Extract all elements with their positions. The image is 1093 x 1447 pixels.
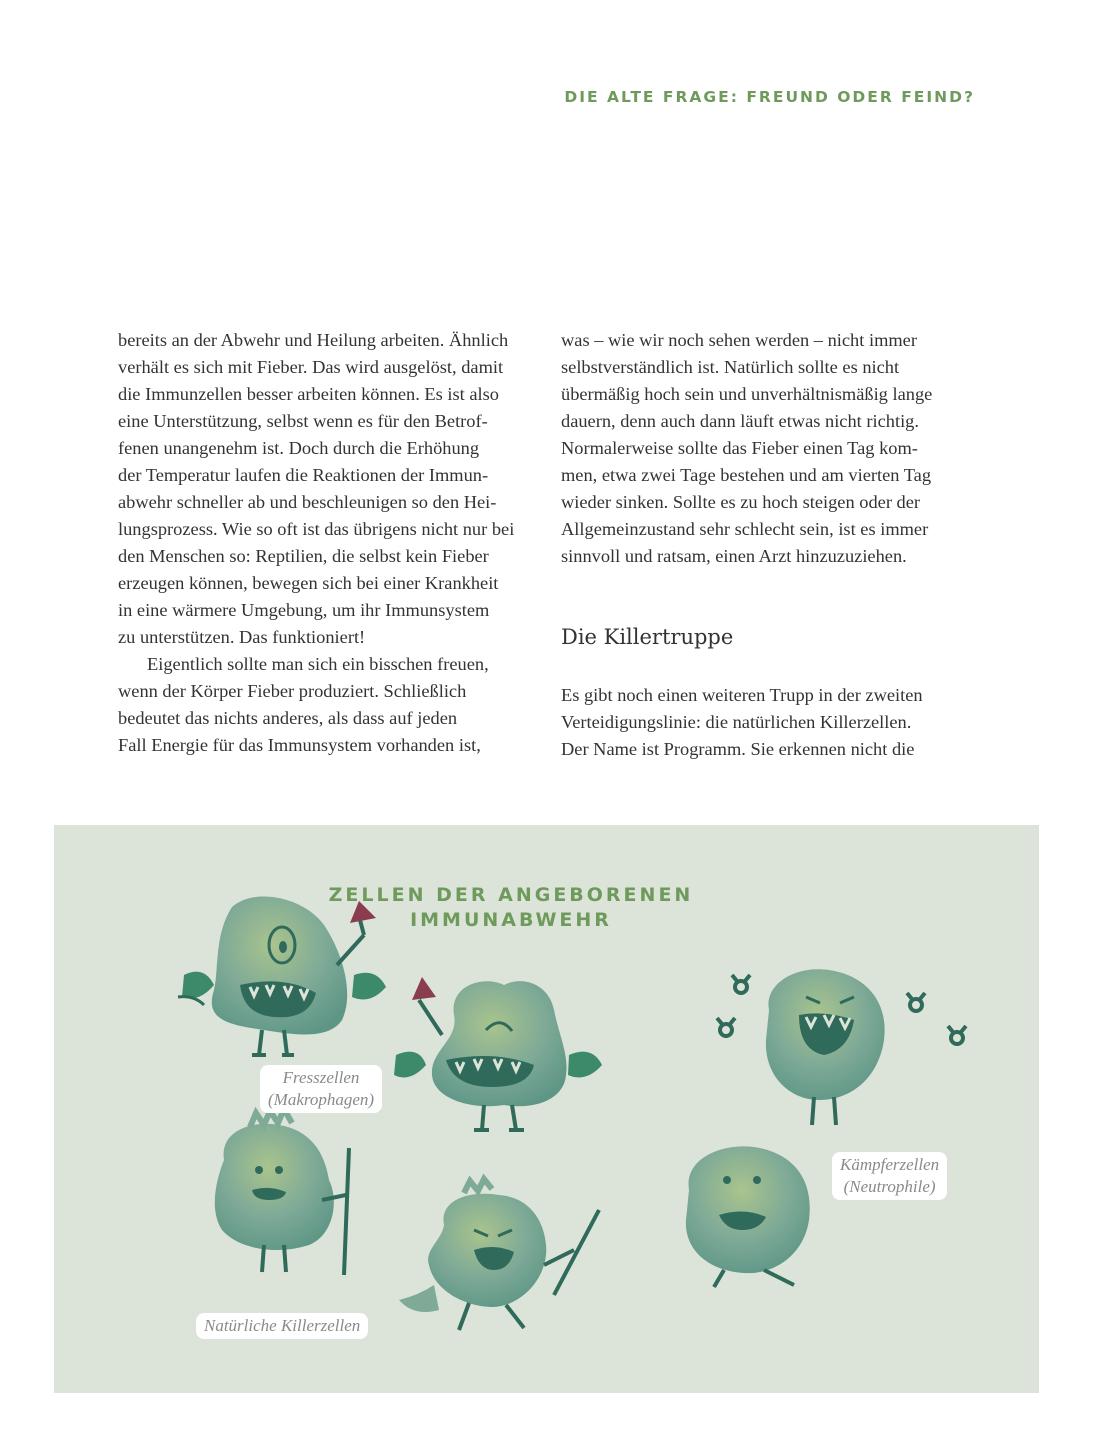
paragraph	[561, 327, 976, 570]
left-column	[118, 327, 533, 759]
label-line: Fresszellen	[282, 1068, 360, 1087]
label-line: (Makrophagen)	[268, 1090, 375, 1109]
text-line: den Menschen so: Reptilien, die selbst kein Fieber	[118, 546, 489, 566]
text-line: Allgemeinzustand sehr schlecht sein, ist es immer	[561, 519, 929, 539]
text-line: dauern, denn auch dann läuft etwas nicht richtig.	[561, 411, 919, 431]
text-line: zu unterstützen. Das funktioniert!	[118, 627, 366, 647]
killer-cell-character-1	[215, 1109, 349, 1275]
illustration-panel	[54, 825, 1039, 1393]
text-line: verhält es sich mit Fieber. Das wird ausgelöst, damit	[118, 357, 504, 377]
text-line: wenn der Körper Fieber produziert. Schließlich	[118, 681, 467, 701]
label-line: Natürliche Killerzellen	[204, 1316, 361, 1335]
text-line: Es gibt noch einen weiteren Trupp in der zweiten	[561, 685, 923, 705]
text-line: men, etwa zwei Tage bestehen und am vierten Tag	[561, 465, 932, 485]
text-line: Der Name ist Programm. Sie erkennen nicht die	[561, 739, 915, 759]
label-line: (Neutrophile)	[843, 1177, 936, 1196]
text-line: was – wie wir noch sehen werden – nicht immer	[561, 330, 917, 350]
text-line: lungsprozess. Wie so oft ist das übrigens nicht nur bei	[118, 519, 515, 539]
text-line: erzeugen können, bewegen sich bei einer Krankheit	[118, 573, 499, 593]
text-line: bereits an der Abwehr und Heilung arbeiten. Ähnlich	[118, 330, 509, 350]
text-line: fenen unangenehm ist. Doch durch die Erhöhung	[118, 438, 480, 458]
section-heading: Die Killertruppe	[561, 625, 734, 649]
title-line: IMMUNABWEHR	[410, 909, 612, 931]
text-line: eine Unterstützung, selbst wenn es für den Betrof-	[118, 411, 488, 431]
label-fresszellen	[260, 1065, 382, 1113]
text-line: wieder sinken. Sollte es zu hoch steigen oder der	[561, 492, 921, 512]
text-line: abwehr schneller ab und beschleunigen so den Hei-	[118, 492, 497, 512]
text-line: in eine wärmere Umgebung, um ihr Immunsystem	[118, 600, 490, 620]
illustration-title	[301, 883, 721, 933]
right-column	[561, 327, 976, 763]
macrophage-character-2	[394, 977, 602, 1130]
text-line: Verteidigungslinie: die natürlichen Killerzellen.	[561, 712, 912, 732]
neutrophil-character-2	[686, 1146, 810, 1287]
text-line: der Temperatur laufen die Reaktionen der Immun-	[118, 465, 489, 485]
paragraph	[561, 682, 976, 763]
label-line: Kämpferzellen	[840, 1155, 940, 1174]
paragraph	[118, 327, 533, 651]
running-head: DIE ALTE FRAGE: FREUND ODER FEIND?	[564, 88, 975, 106]
text-line: selbstverständlich ist. Natürlich sollte es nicht	[561, 357, 900, 377]
text-line: übermäßig hoch sein und unverhältnismäßig lange	[561, 384, 933, 404]
text-line: Fall Energie für das Immunsystem vorhanden ist,	[118, 735, 481, 755]
killer-cell-character-2	[399, 1179, 599, 1330]
paragraph	[118, 651, 533, 759]
label-kaempferzellen	[832, 1152, 947, 1200]
text-line: bedeutet das nichts anderes, als dass auf jeden	[118, 708, 458, 728]
title-line: ZELLEN DER ANGEBORENEN	[328, 884, 694, 906]
text-line: Normalerweise sollte das Fieber einen Tag kom-	[561, 438, 918, 458]
text-line: die Immunzellen besser arbeiten können. Es ist also	[118, 384, 499, 404]
label-killerzellen	[196, 1313, 368, 1339]
text-line: Eigentlich sollte man sich ein bisschen freuen,	[147, 654, 489, 674]
text-line: sinnvoll und ratsam, einen Arzt hinzuzuziehen.	[561, 546, 907, 566]
neutrophil-character-1	[766, 969, 885, 1125]
